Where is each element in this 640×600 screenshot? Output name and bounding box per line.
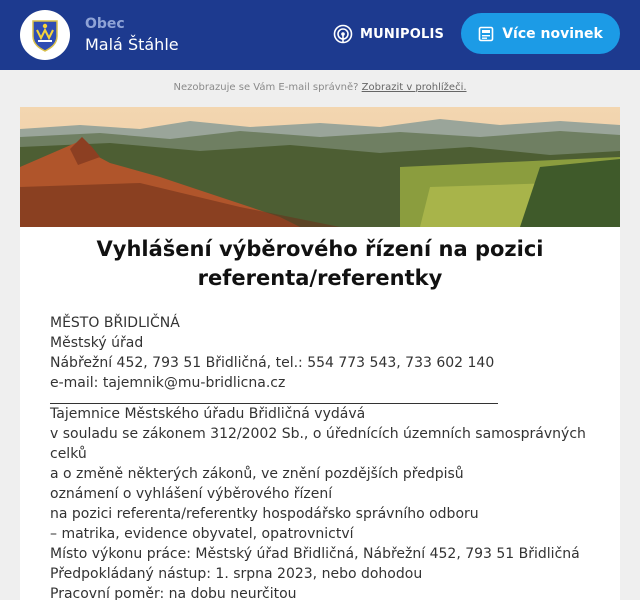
address-line: e-mail: tajemnik@mu-bridlicna.cz — [50, 375, 286, 391]
landscape-image — [20, 107, 620, 227]
body-line: a o změně některých zákonů, ve znění pozdějších předpisů — [50, 466, 464, 482]
address-line: MĚSTO BŘIDLIČNÁ — [50, 315, 180, 331]
newspaper-icon — [478, 26, 494, 42]
more-news-button[interactable] — [461, 13, 620, 54]
view-in-browser-link[interactable]: Zobrazit v prohlížeči. — [361, 82, 467, 93]
notice-text: Nezobrazuje se Vám E-mail správně? — [173, 82, 359, 93]
article-card — [20, 107, 620, 600]
munipolis-logo[interactable] — [333, 24, 444, 44]
more-news-label: Více novinek — [502, 25, 603, 42]
body-line: oznámení o vyhlášení výběrového řízení — [50, 486, 333, 502]
body-line: Předpokládaný nástup: 1. srpna 2023, nebo dohodou — [50, 566, 423, 582]
address-line: Městský úřad — [50, 335, 144, 351]
munipolis-signal-icon — [333, 24, 353, 44]
article-body — [50, 313, 595, 600]
org-label: Obec — [85, 16, 125, 32]
body-line: v souladu se zákonem 312/2002 Sb., o úřednících územních samosprávných celků — [50, 426, 586, 462]
body-line: – matrika, evidence obyvatel, opatrovnictví — [50, 526, 354, 542]
header-bar — [0, 0, 640, 70]
article-title: Vyhlášení výběrového řízení na pozici referenta/referentky — [96, 237, 544, 290]
address-line: Nábřežní 452, 793 51 Břidličná, tel.: 554 773 543, 733 602 140 — [50, 355, 495, 371]
body-line: Tajemnice Městského úřadu Břidličná vydává — [50, 406, 366, 422]
org-name[interactable]: Malá Štáhle — [85, 35, 179, 54]
munipolis-label: MUNIPOLIS — [360, 26, 445, 42]
body-line: Pracovní poměr: na dobu neurčitou — [50, 586, 297, 600]
body-line: Místo výkonu práce: Městský úřad Břidličná, Nábřežní 452, 793 51 Břidličná — [50, 546, 580, 562]
body-line: na pozici referenta/referentky hospodářsko správního odboru — [50, 506, 479, 522]
email-view-notice — [0, 82, 640, 93]
coat-of-arms-icon[interactable] — [20, 10, 70, 60]
